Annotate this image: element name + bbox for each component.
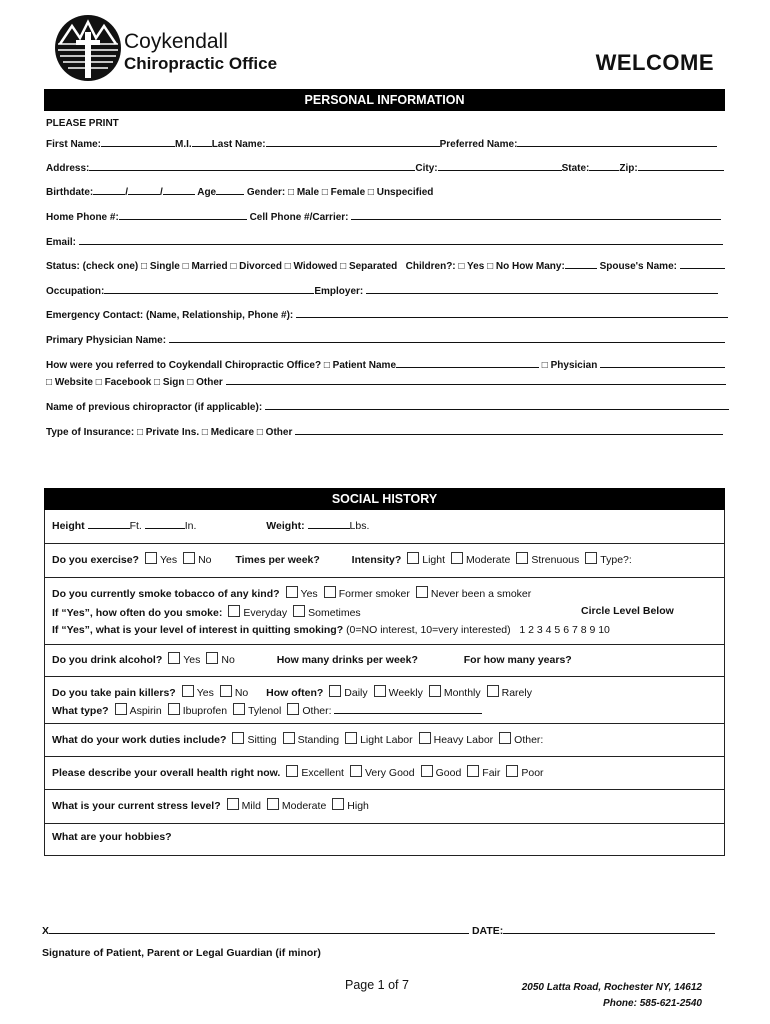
clinic-address: 2050 Latta Road, Rochester NY, 14612 (521, 982, 702, 993)
employer-field[interactable] (366, 284, 718, 294)
age-field[interactable] (216, 185, 244, 195)
insurance-other-field[interactable] (295, 425, 723, 435)
referral-other-field[interactable] (226, 375, 726, 385)
stress-row: What is your current stress level? Mild Moderate High (45, 790, 724, 824)
smoke-sometimes-checkbox[interactable] (293, 605, 305, 617)
birth-day-field[interactable] (128, 185, 160, 195)
physician-field[interactable] (169, 333, 725, 343)
last-name-field[interactable] (266, 137, 440, 147)
fair-checkbox[interactable] (467, 765, 479, 777)
tylenol-checkbox[interactable] (233, 703, 245, 715)
occupation-row: Occupation: Employer: (46, 284, 718, 297)
state-field[interactable] (589, 161, 619, 171)
very-good-checkbox[interactable] (350, 765, 362, 777)
birth-year-field[interactable] (163, 185, 195, 195)
pain-killers-row: Do you take pain killers? Yes No How often? Daily Weekly Monthly Rarely What type? Aspirin Ibuprofen Tylenol Other: (45, 677, 724, 724)
pain-yes-checkbox[interactable] (182, 685, 194, 697)
please-print-label: PLEASE PRINT (46, 118, 119, 129)
insurance-options[interactable]: Type of Insurance: □ Private Ins. □ Medicare □ Other (46, 427, 293, 438)
intensity-light-checkbox[interactable] (407, 552, 419, 564)
standing-checkbox[interactable] (283, 732, 295, 744)
alcohol-row: Do you drink alcohol? Yes No How many drinks per week? For how many years? (45, 645, 724, 677)
smoke-everyday-checkbox[interactable] (228, 605, 240, 617)
alcohol-yes-checkbox[interactable] (168, 652, 180, 664)
referral-other-options[interactable]: □ Website □ Facebook □ Sign □ Other (46, 377, 223, 388)
poor-checkbox[interactable] (506, 765, 518, 777)
height-weight-row: Height Ft. In. Weight: Lbs. (45, 510, 724, 544)
work-duties-row: What do your work duties include? Sitting Standing Light Labor Heavy Labor Other: (45, 724, 724, 757)
clinic-contact (522, 980, 702, 1012)
referral-physician-option[interactable]: □ Physician (541, 360, 598, 371)
signature-field[interactable] (49, 924, 469, 934)
height-in-field[interactable] (145, 519, 185, 529)
birthdate-row: Birthdate: / / Age Gender: □ Male □ Female □ Unspecified (46, 187, 434, 198)
zip-field[interactable] (638, 161, 724, 171)
intensity-type-checkbox[interactable] (585, 552, 597, 564)
pain-weekly-checkbox[interactable] (374, 685, 386, 697)
former-smoker-checkbox[interactable] (324, 586, 336, 598)
pain-monthly-checkbox[interactable] (429, 685, 441, 697)
prev-chiro-field[interactable] (265, 400, 729, 410)
address-row: Address: City: State: Zip: (46, 161, 724, 174)
exercise-row: Do you exercise? Yes No Times per week? Intensity? Light Moderate Strenuous Type?: (45, 544, 724, 578)
brand-subtitle: Chiropractic Office (124, 54, 278, 73)
spouse-name-field[interactable] (680, 259, 725, 269)
occupation-field[interactable] (104, 284, 314, 294)
preferred-name-field[interactable] (517, 137, 717, 147)
email-row: Email: (46, 235, 723, 248)
pain-daily-checkbox[interactable] (329, 685, 341, 697)
gender-options[interactable]: Gender: □ Male □ Female □ Unspecified (246, 187, 434, 198)
signature-label: Signature of Patient, Parent or Legal Guardian (if minor) (42, 947, 321, 959)
light-labor-checkbox[interactable] (345, 732, 357, 744)
email-field[interactable] (79, 235, 723, 245)
stress-moderate-checkbox[interactable] (267, 798, 279, 810)
first-name-field[interactable] (101, 137, 175, 147)
address-field[interactable] (89, 161, 415, 171)
overall-health-row: Please describe your overall health right now. Excellent Very Good Good Fair Poor (45, 757, 724, 790)
clinic-phone: Phone: 585-621-2540 (603, 998, 702, 1009)
marital-status-options[interactable]: Status: (check one) □ Single □ Married □ Divorced □ Widowed □ Separated (46, 261, 398, 272)
home-phone-field[interactable] (119, 210, 247, 220)
exercise-yes-checkbox[interactable] (145, 552, 157, 564)
pain-rarely-checkbox[interactable] (487, 685, 499, 697)
social-history-table (44, 510, 725, 856)
circle-level-label: Circle Level Below (581, 605, 674, 617)
aspirin-checkbox[interactable] (115, 703, 127, 715)
personal-info-header: PERSONAL INFORMATION (44, 89, 725, 111)
children-count-field[interactable] (565, 259, 597, 269)
stress-high-checkbox[interactable] (332, 798, 344, 810)
never-smoker-checkbox[interactable] (416, 586, 428, 598)
signature-row: X DATE: (42, 924, 715, 937)
smoking-row: Do you currently smoke tobacco of any kind? Yes Former smoker Never been a smoker If “Yes”, how often do you smoke: Everyday Sometimes Circle Level Below If “Yes”, what is your level of interest in quitting smoking? (0=NO interest, 10=very interested) 1 2 3 4 5 6 7 8 9 10 (45, 578, 724, 645)
emergency-contact-field[interactable] (296, 308, 728, 318)
emergency-row: Emergency Contact: (Name, Relationship, Phone #): (46, 308, 728, 321)
welcome-heading: WELCOME (595, 50, 714, 75)
intensity-strenuous-checkbox[interactable] (516, 552, 528, 564)
insurance-row (46, 425, 723, 438)
logo-emblem-icon (52, 14, 124, 82)
status-row: Status: (check one) □ Single □ Married □ Divorced □ Widowed □ Separated Children?: □ Yes □ No How Many: Spouse's Name: (46, 259, 725, 272)
weight-field[interactable] (308, 519, 350, 529)
page-number: Page 1 of 7 (345, 978, 409, 992)
exercise-no-checkbox[interactable] (183, 552, 195, 564)
smoke-yes-checkbox[interactable] (286, 586, 298, 598)
hobbies-row (45, 824, 724, 855)
pain-no-checkbox[interactable] (220, 685, 232, 697)
cell-phone-field[interactable] (351, 210, 721, 220)
city-field[interactable] (438, 161, 562, 171)
mi-field[interactable] (192, 137, 212, 147)
pain-other-field[interactable] (334, 704, 482, 714)
referral-row (46, 358, 725, 371)
work-other-checkbox[interactable] (499, 732, 511, 744)
hobbies-label: What are your hobbies? (52, 831, 172, 843)
date-field[interactable] (503, 924, 715, 934)
phone-row: Home Phone #: Cell Phone #/Carrier: (46, 210, 721, 223)
social-history-header: SOCIAL HISTORY (44, 488, 725, 510)
good-checkbox[interactable] (421, 765, 433, 777)
prev-chiro-row: Name of previous chiropractor (if applicable): (46, 400, 729, 413)
name-row: First Name: M.I. Last Name: Preferred Name: (46, 137, 717, 150)
quit-interest-scale[interactable]: 1 2 3 4 5 6 7 8 9 10 (519, 624, 610, 636)
height-ft-field[interactable] (88, 519, 130, 529)
alcohol-no-checkbox[interactable] (206, 652, 218, 664)
heavy-labor-checkbox[interactable] (419, 732, 431, 744)
sitting-checkbox[interactable] (232, 732, 244, 744)
excellent-checkbox[interactable] (286, 765, 298, 777)
referral-patient-name-field[interactable] (396, 358, 539, 368)
ibuprofen-checkbox[interactable] (168, 703, 180, 715)
intensity-moderate-checkbox[interactable] (451, 552, 463, 564)
physician-row: Primary Physician Name: (46, 333, 725, 346)
stress-mild-checkbox[interactable] (227, 798, 239, 810)
pain-other-checkbox[interactable] (287, 703, 299, 715)
brand-name: Coykendall (124, 30, 228, 53)
birth-month-field[interactable] (93, 185, 125, 195)
referral-other-row (46, 375, 726, 388)
referral-patient-option[interactable]: How were you referred to Coykendall Chiropractic Office? □ Patient Name (46, 360, 397, 371)
referral-physician-field[interactable] (600, 358, 725, 368)
